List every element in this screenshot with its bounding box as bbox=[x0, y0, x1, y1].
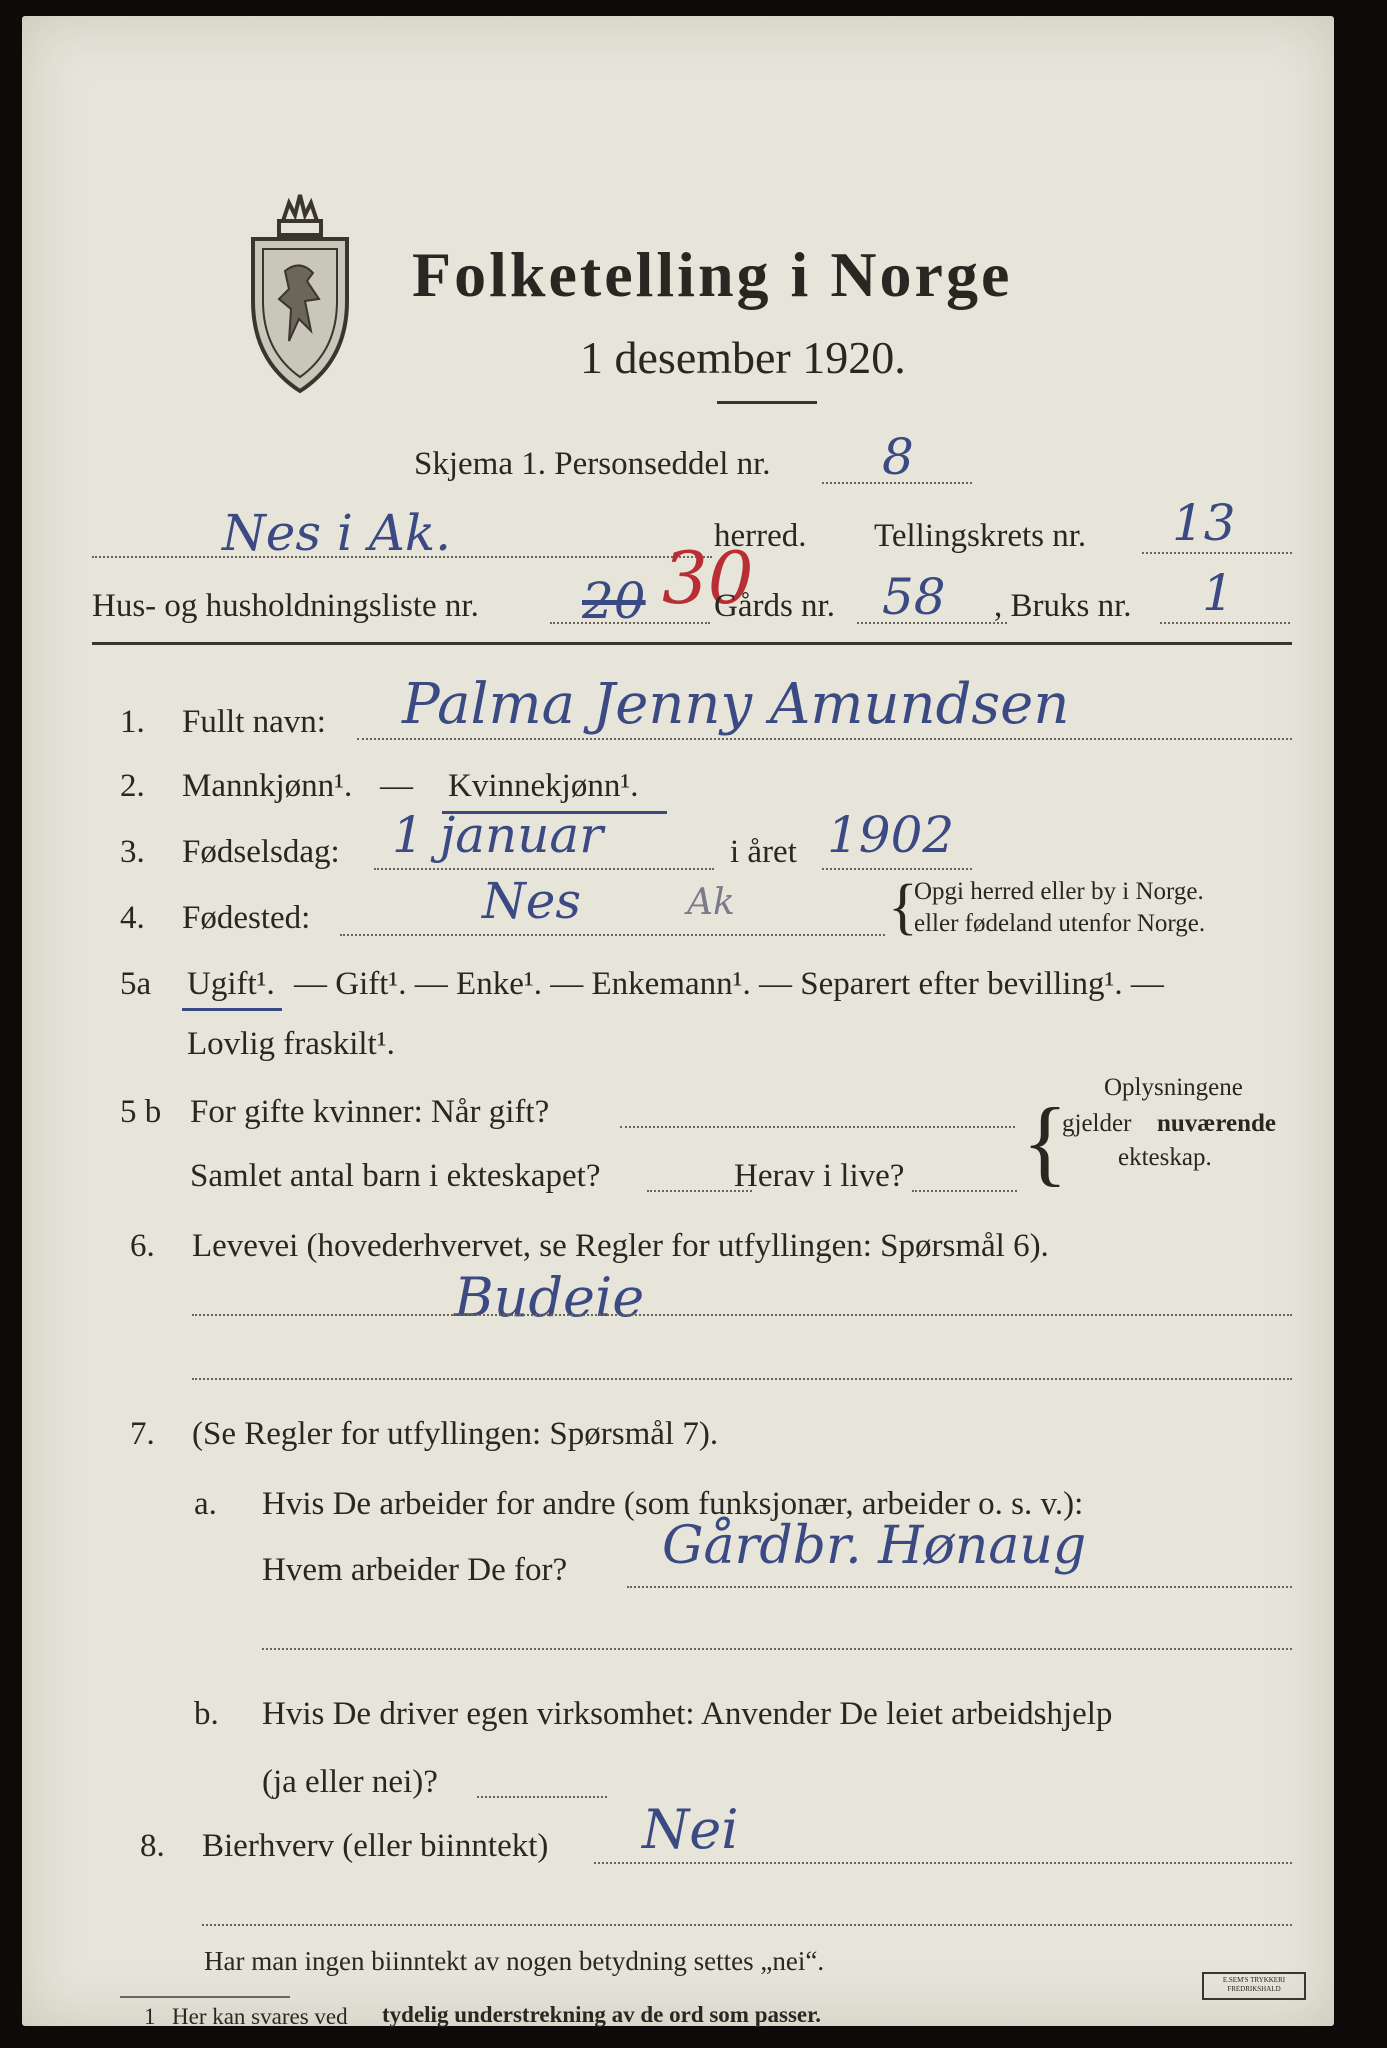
q7b-mark: b. bbox=[194, 1696, 219, 1732]
q5b-married-line bbox=[620, 1126, 1015, 1128]
q5a-number: 5a bbox=[120, 966, 152, 1002]
gards-label: Gårds nr. bbox=[714, 588, 835, 624]
footnote-text: Her kan svares ved bbox=[172, 2004, 348, 2029]
q7a-label-2: Hvem arbeider De for? bbox=[262, 1552, 568, 1588]
q6-label: Levevei (hovederhvervet, se Regler for utfyllingen: Spørsmål 6). bbox=[192, 1228, 1049, 1264]
q3-line bbox=[374, 868, 714, 870]
q7a-value: Gårdbr. Hønaug bbox=[662, 1516, 1087, 1576]
q1-label: Fullt navn: bbox=[182, 704, 326, 740]
footnote-mark: 1 bbox=[144, 2004, 156, 2029]
q8-line bbox=[594, 1862, 1292, 1864]
gards-value: 58 bbox=[882, 568, 946, 626]
footnote-rule bbox=[120, 1996, 290, 1998]
q5a-ugift: Ugift¹. bbox=[187, 966, 275, 1002]
tellingskrets-value: 13 bbox=[1172, 494, 1236, 552]
title-divider bbox=[717, 401, 817, 404]
q3-value: 1 januar bbox=[392, 806, 604, 864]
q4-number: 4. bbox=[120, 900, 145, 936]
q8-number: 8. bbox=[140, 1828, 165, 1864]
q5b-note-2: gjelder bbox=[1062, 1110, 1132, 1137]
footer-note: Har man ingen biinntekt av nogen betydning settes „nei“. bbox=[204, 1946, 825, 1976]
herred-label: herred. bbox=[714, 518, 807, 554]
skjema-value: 8 bbox=[882, 428, 914, 486]
q5a-ugift-underline bbox=[182, 1008, 282, 1011]
hus-label: Hus- og husholdningsliste nr. bbox=[92, 588, 479, 624]
q5b-alive-line bbox=[912, 1190, 1017, 1192]
q6-line-2 bbox=[192, 1378, 1292, 1380]
q2-kvinne: Kvinnekjønn¹. bbox=[448, 768, 639, 804]
q7a-label: Hvis De arbeider for andre (som funksjonær, arbeider o. s. v.): bbox=[262, 1486, 1084, 1522]
q6-number: 6. bbox=[130, 1228, 155, 1264]
footnote-bold: tydelig understrekning av de ord som passer. bbox=[382, 2002, 821, 2027]
bruks-line bbox=[1160, 622, 1290, 624]
printer-stamp: E.SEM'S TRYKKERI FREDRIKSHALD bbox=[1202, 1972, 1306, 2000]
hus-value-struck: 20 bbox=[582, 572, 646, 630]
q3-year-value: 1902 bbox=[827, 806, 955, 864]
q4-note-1: Opgi herred eller by i Norge. bbox=[914, 878, 1204, 905]
q5b-label-2: Samlet antal barn i ekteskapet? bbox=[190, 1158, 601, 1194]
herred-value: Nes i Ak. bbox=[222, 504, 452, 562]
form-title: Folketelling i Norge bbox=[412, 239, 1013, 310]
q8-value: Nei bbox=[642, 1798, 739, 1861]
q7b-label-2: (ja eller nei)? bbox=[262, 1764, 438, 1800]
q7a-mark: a. bbox=[194, 1486, 217, 1522]
q5b-label: For gifte kvinner: Når gift? bbox=[190, 1094, 550, 1130]
q1-value: Palma Jenny Amundsen bbox=[402, 672, 1070, 737]
census-form bbox=[22, 16, 1334, 2029]
q7a-line-1 bbox=[627, 1586, 1292, 1588]
hus-value-red: 30 bbox=[662, 536, 754, 620]
q4-value-2: Ak bbox=[687, 882, 735, 923]
q4-line bbox=[340, 934, 885, 936]
q7b-label: Hvis De driver egen virksomhet: Anvender De leiet arbeidshjelp bbox=[262, 1696, 1113, 1732]
q3-year-line bbox=[822, 868, 972, 870]
q5b-note-1: Oplysningene bbox=[1104, 1074, 1243, 1101]
tellingskrets-label: Tellingskrets nr. bbox=[874, 518, 1087, 554]
q3-label: Fødselsdag: bbox=[182, 834, 340, 870]
q7b-line bbox=[477, 1796, 607, 1798]
q5b-note-2b: nuværende bbox=[1157, 1110, 1277, 1137]
q1-line bbox=[357, 738, 1292, 740]
q7-label: (Se Regler for utfyllingen: Spørsmål 7). bbox=[192, 1416, 719, 1452]
q5b-brace: { bbox=[1022, 1088, 1069, 1195]
q5a-rest: — Gift¹. — Enke¹. — Enkemann¹. — Separert efter bevilling¹. — bbox=[294, 966, 1164, 1002]
tellingskrets-line bbox=[1142, 552, 1292, 554]
q4-brace: { bbox=[888, 873, 918, 941]
q6-value: Budeie bbox=[454, 1266, 645, 1329]
q7-number: 7. bbox=[130, 1416, 155, 1452]
q5b-number: 5 b bbox=[120, 1094, 162, 1130]
q1-number: 1. bbox=[120, 704, 145, 740]
q2-mann: Mannkjønn¹. bbox=[182, 768, 353, 804]
header-rule bbox=[92, 642, 1292, 645]
coat-of-arms-icon bbox=[245, 181, 355, 396]
q7a-line-2 bbox=[262, 1648, 1292, 1650]
bruks-label: , Bruks nr. bbox=[994, 588, 1132, 624]
q4-note-2: eller fødeland utenfor Norge. bbox=[914, 910, 1206, 937]
q6-line-1 bbox=[192, 1314, 1292, 1316]
q8-line-2 bbox=[202, 1924, 1292, 1926]
q5a-line2: Lovlig fraskilt¹. bbox=[187, 1026, 395, 1062]
q2-number: 2. bbox=[120, 768, 145, 804]
q3-number: 3. bbox=[120, 834, 145, 870]
bruks-value: 1 bbox=[1202, 564, 1234, 622]
skjema-label: Skjema 1. Personseddel nr. bbox=[414, 446, 771, 482]
herred-line bbox=[92, 556, 712, 558]
q4-value: Nes bbox=[482, 872, 581, 930]
q5b-label-3: Herav i live? bbox=[734, 1158, 905, 1194]
q2-sep: — bbox=[380, 768, 413, 804]
q4-label: Fødested: bbox=[182, 900, 311, 936]
q3-year-label: i året bbox=[730, 834, 797, 870]
census-date: 1 desember 1920. bbox=[580, 332, 906, 383]
q8-label: Bierhverv (eller biinntekt) bbox=[202, 1828, 549, 1864]
q5b-note-3: ekteskap. bbox=[1118, 1144, 1212, 1171]
